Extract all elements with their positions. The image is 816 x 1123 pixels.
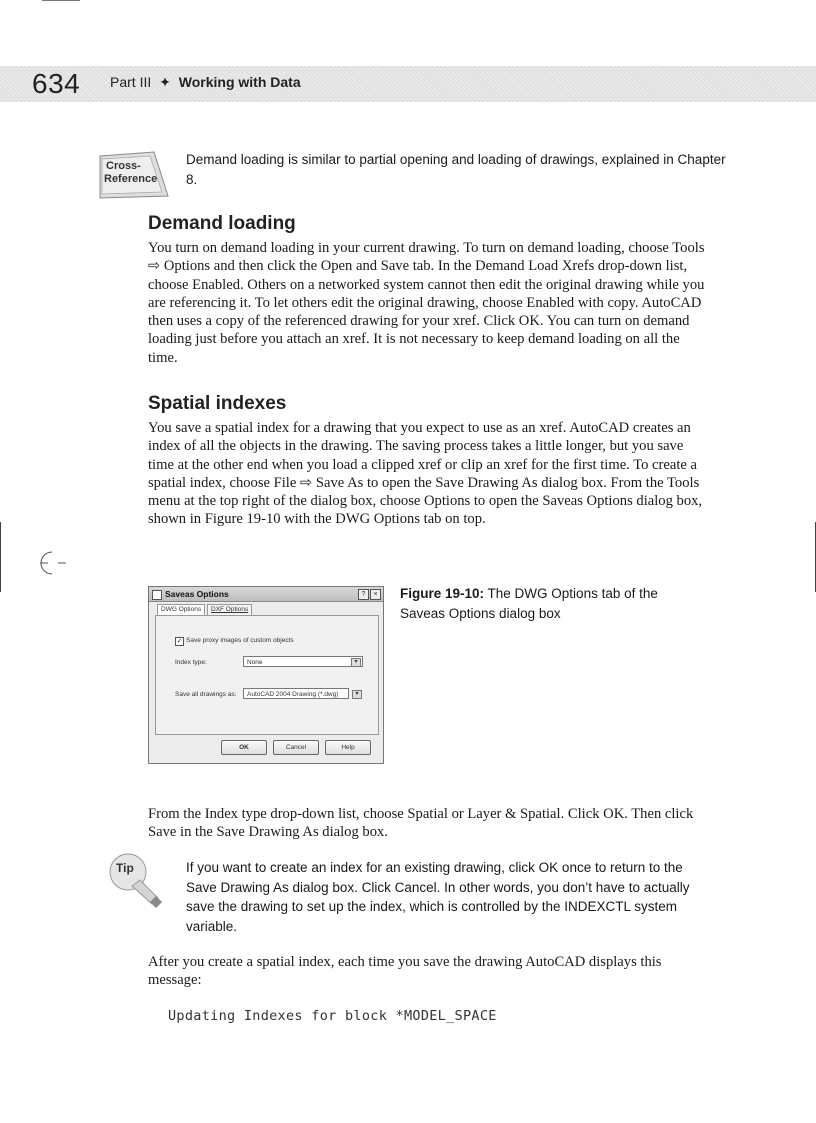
tab-dxf-options[interactable]: DXF Options	[207, 604, 252, 615]
ok-button[interactable]: OK	[221, 740, 267, 755]
code-listing: Updating Indexes for block *MODEL_SPACE	[168, 1008, 497, 1024]
save-format-value: AutoCAD 2004 Drawing (*.dwg)	[247, 691, 339, 698]
section-demand-loading	[148, 213, 708, 367]
saveas-options-dialog	[148, 586, 384, 764]
cancel-button[interactable]: Cancel	[273, 740, 319, 755]
tab-dwg-options[interactable]: DWG Options	[157, 604, 205, 615]
chevron-down-icon[interactable]: ▾	[351, 658, 361, 667]
dialog-tab-panel	[155, 615, 379, 735]
page-number: 634	[32, 68, 81, 99]
help-window-button[interactable]: ?	[358, 589, 369, 600]
part-label: Part III	[110, 74, 152, 90]
body-paragraph: From the Index type drop-down list, choose Spatial or Layer & Spatial. Click OK. Then click Save in the Save Drawing As dialog box.	[148, 806, 694, 841]
index-type-label: Index type:	[175, 659, 207, 666]
checkbox-label: Save proxy images of custom objects	[186, 637, 294, 644]
section-heading: Demand loading	[148, 213, 296, 234]
figure-caption	[400, 584, 700, 624]
cross-reference-text: Demand loading is similar to partial opening and loading of drawings, explained in Chapter 8.	[186, 152, 726, 187]
registration-mark-icon	[32, 548, 72, 578]
save-all-drawings-label: Save all drawings as:	[175, 691, 237, 698]
save-format-select[interactable]	[243, 688, 349, 699]
close-icon[interactable]: ×	[370, 589, 381, 600]
body-paragraph: You turn on demand loading in your current drawing. To turn on demand loading, choose Tools ⇨ Options and then click the Open and Save tab. In the Demand Load Xrefs drop-down list, choose Enabled. Others on a networked system cannot then edit the original drawing while you are referencing it. To let others edit the original drawing, choose Enabled with copy. AutoCAD then uses a copy of the referenced drawing for your xref. Click OK. You can turn on demand loading just before you attach an xref. It is not necessary to keep demand loading on all the time.	[148, 240, 705, 366]
help-button[interactable]: Help	[325, 740, 371, 755]
cross-reference-icon	[96, 148, 172, 202]
tip-text: If you want to create an index for an existing drawing, click OK once to return to the Save Drawing As dialog box. Click Cancel. In other words, you don’t have to actually save the drawing to set up the index, which is controlled by the INDEXCTL system variable.	[186, 860, 690, 934]
body-paragraph: You save a spatial index for a drawing that you expect to use as an xref. AutoCAD creates an index of all the objects in the drawing. The saving process takes a little longer, but you save time at the other end when you load a clipped xref or clip an xref for the first time. To create a spatial index, choose File ⇨ Save As to open the Save Drawing As dialog box. From the Tools menu at the top right of the dialog box, choose Options to open the Saveas Options dialog box, shown in Figure 19-10 with the DWG Options tab on top.	[148, 420, 703, 528]
tip-icon-label: Tip	[116, 861, 134, 875]
section-heading: Spatial indexes	[148, 393, 287, 414]
part-title: Working with Data	[178, 74, 301, 90]
dialog-titlebar	[149, 587, 383, 602]
lightbulb-icon	[106, 850, 166, 912]
xref-icon-label-1: Cross-	[106, 160, 141, 172]
running-header	[110, 74, 301, 91]
xref-icon-label-2: Reference	[104, 173, 158, 185]
figure-caption-text: The DWG Options tab of the Saveas Options dialog box	[400, 586, 658, 621]
section-spatial-indexes	[148, 393, 708, 529]
body-paragraph: After you create a spatial index, each time you save the drawing AutoCAD displays this message:	[148, 954, 662, 989]
left-crop-mark	[0, 522, 1, 592]
figure-label: Figure 19-10:	[400, 586, 485, 601]
dialog-app-icon	[152, 590, 162, 600]
save-proxy-images-checkbox[interactable]: ✓	[176, 638, 183, 645]
separator-icon: ✦	[159, 74, 171, 90]
dialog-title: Saveas Options	[165, 589, 229, 599]
chevron-down-icon[interactable]: ▾	[352, 690, 362, 699]
index-type-value: None	[247, 659, 263, 666]
index-type-select[interactable]	[243, 656, 363, 667]
top-crop-rule	[42, 0, 80, 1]
